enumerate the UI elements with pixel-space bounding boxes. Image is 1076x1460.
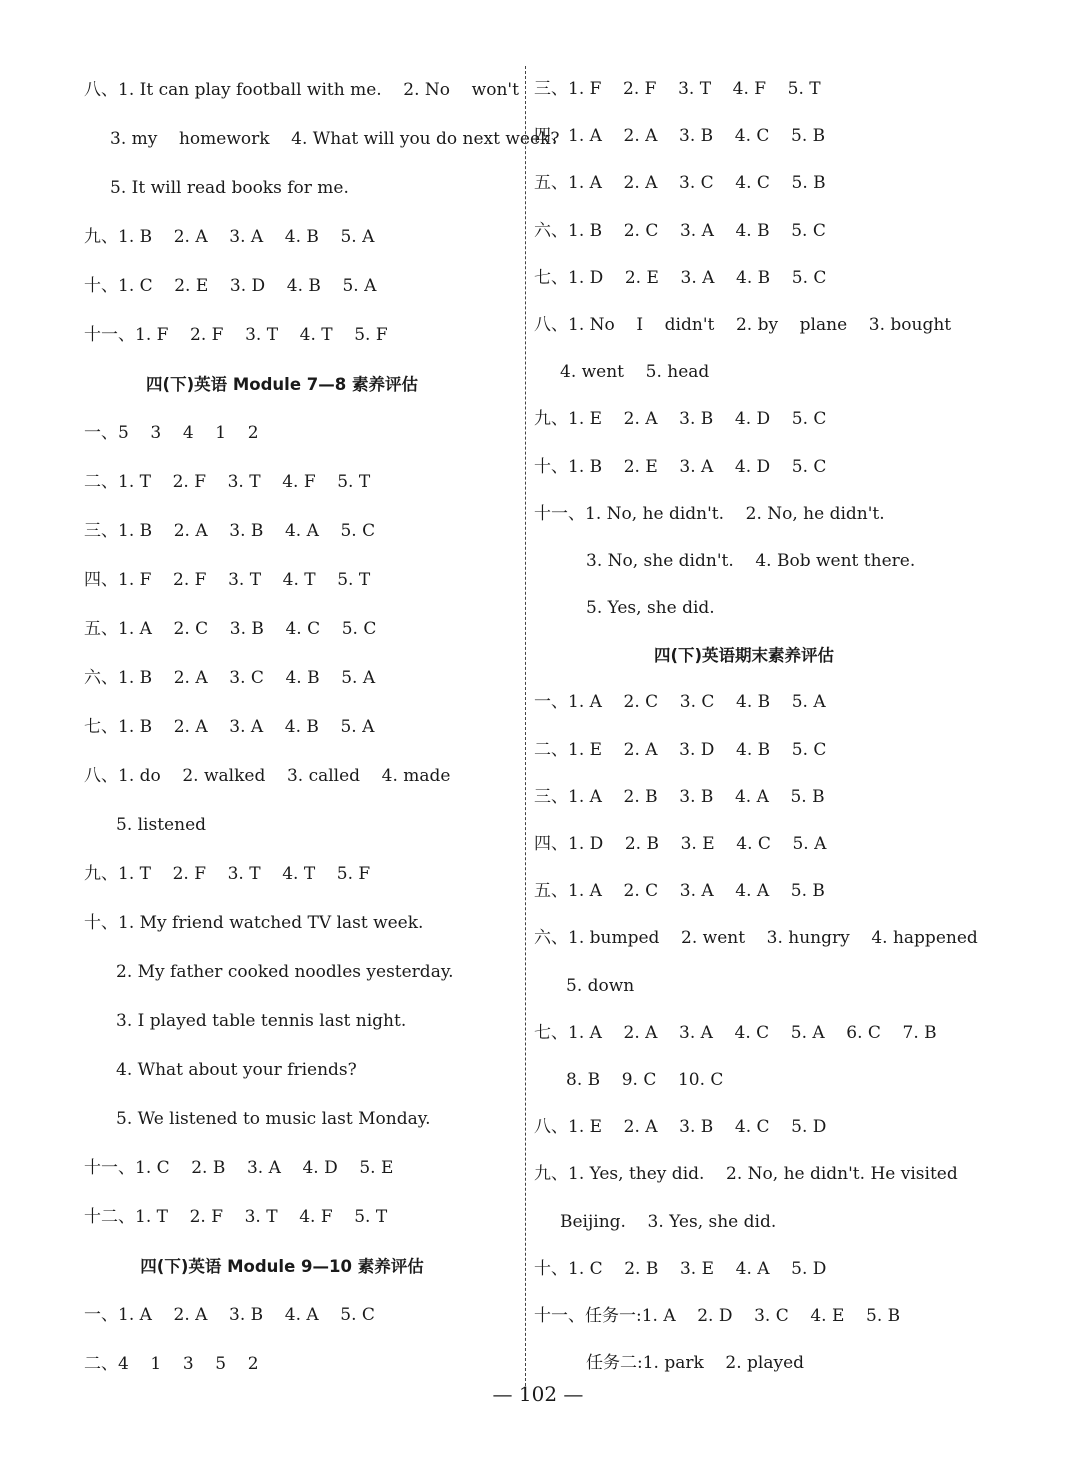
page-number: — 102 — (492, 1382, 584, 1406)
answer-line: 九、1. Yes, they did. 2. No, he didn't. He visited (534, 1164, 958, 1185)
answer-line: 四、1. F 2. F 3. T 4. T 5. T (84, 570, 371, 590)
answer-line: 5. Yes, she did. (586, 598, 715, 619)
answer-line: 一、5 3 4 1 2 (84, 423, 259, 443)
answer-line: 一、1. A 2. A 3. B 4. A 5. C (84, 1305, 375, 1325)
answer-line: 五、1. A 2. C 3. B 4. C 5. C (84, 619, 377, 639)
answer-line: 六、1. bumped 2. went 3. hungry 4. happened (534, 928, 978, 949)
answer-line: 5. listened (116, 815, 207, 835)
answer-line: 八、1. No I didn't 2. by plane 3. bought (534, 314, 952, 335)
answer-line: 五、1. A 2. A 3. C 4. C 5. B (534, 173, 826, 194)
answer-line: 七、1. B 2. A 3. A 4. B 5. A (84, 717, 375, 737)
answer-line: 3. I played table tennis last night. (116, 1011, 407, 1031)
answer-line: 一、1. A 2. C 3. C 4. B 5. A (534, 692, 826, 713)
section-heading: 四(下)英语 Module 7—8 素养评估 (146, 375, 418, 394)
answer-line: 四、1. D 2. B 3. E 4. C 5. A (534, 834, 827, 854)
answer-line: 十、1. C 2. B 3. E 4. A 5. D (534, 1258, 827, 1279)
answer-line: 4. What about your friends? (116, 1060, 357, 1080)
answer-line: 5. down (566, 975, 635, 996)
answer-line: 十一、任务一:1. A 2. D 3. C 4. E 5. B (534, 1305, 901, 1326)
right-column (534, 66, 994, 1387)
answer-line: 八、1. It can play football with me. 2. No won't (84, 80, 519, 100)
answer-line: Beijing. 3. Yes, she did. (560, 1211, 777, 1232)
answer-line: 三、1. F 2. F 3. T 4. F 5. T (534, 79, 821, 99)
answer-line: 任务二:1. park 2. played (586, 1353, 805, 1374)
answer-line: 二、4 1 3 5 2 (84, 1354, 259, 1374)
answer-line: 八、1. do 2. walked 3. called 4. made (84, 766, 451, 786)
answer-line: 三、1. B 2. A 3. B 4. A 5. C (84, 521, 376, 541)
answer-line: 十、1. C 2. E 3. D 4. B 5. A (84, 276, 377, 296)
answer-line: 十一、1. No, he didn't. 2. No, he didn't. (534, 503, 885, 524)
answer-line: 九、1. T 2. F 3. T 4. T 5. F (84, 864, 371, 884)
answer-line: 四、1. A 2. A 3. B 4. C 5. B (534, 126, 826, 147)
left-column (84, 66, 560, 1389)
answer-line: 九、1. B 2. A 3. A 4. B 5. A (84, 227, 375, 247)
answer-line: 十一、1. C 2. B 3. A 4. D 5. E (84, 1158, 394, 1178)
answer-line: 4. went 5. head (560, 362, 710, 383)
answer-line: 八、1. E 2. A 3. B 4. C 5. D (534, 1117, 827, 1138)
answer-line: 十一、1. F 2. F 3. T 4. T 5. F (84, 325, 388, 345)
answer-line: 十二、1. T 2. F 3. T 4. F 5. T (84, 1207, 388, 1227)
answer-line: 七、1. D 2. E 3. A 4. B 5. C (534, 267, 827, 288)
answer-line: 8. B 9. C 10. C (566, 1069, 724, 1090)
answer-line: 十、1. My friend watched TV last week. (84, 913, 424, 933)
answer-line: 5. We listened to music last Monday. (116, 1109, 431, 1129)
answer-line: 九、1. E 2. A 3. B 4. D 5. C (534, 409, 827, 430)
answer-line: 六、1. B 2. A 3. C 4. B 5. A (84, 668, 376, 688)
answer-line: 六、1. B 2. C 3. A 4. B 5. C (534, 220, 826, 241)
answer-line: 五、1. A 2. C 3. A 4. A 5. B (534, 881, 825, 902)
answer-line: 十、1. B 2. E 3. A 4. D 5. C (534, 456, 827, 477)
column-divider (525, 66, 526, 1386)
answer-line: 二、1. T 2. F 3. T 4. F 5. T (84, 472, 371, 492)
answer-line: 七、1. A 2. A 3. A 4. C 5. A 6. C 7. B (534, 1022, 937, 1043)
answer-line: 2. My father cooked noodles yesterday. (116, 962, 454, 982)
answer-line: 3. my homework 4. What will you do next week? (110, 129, 560, 149)
section-heading: 四(下)英语 Module 9—10 素养评估 (140, 1257, 424, 1276)
answer-line: 三、1. A 2. B 3. B 4. A 5. B (534, 786, 825, 807)
answer-line: 二、1. E 2. A 3. D 4. B 5. C (534, 739, 827, 760)
section-heading: 四(下)英语期末素养评估 (653, 646, 835, 666)
answer-line: 5. It will read books for me. (110, 178, 349, 198)
answer-line: 3. No, she didn't. 4. Bob went there. (586, 550, 916, 571)
